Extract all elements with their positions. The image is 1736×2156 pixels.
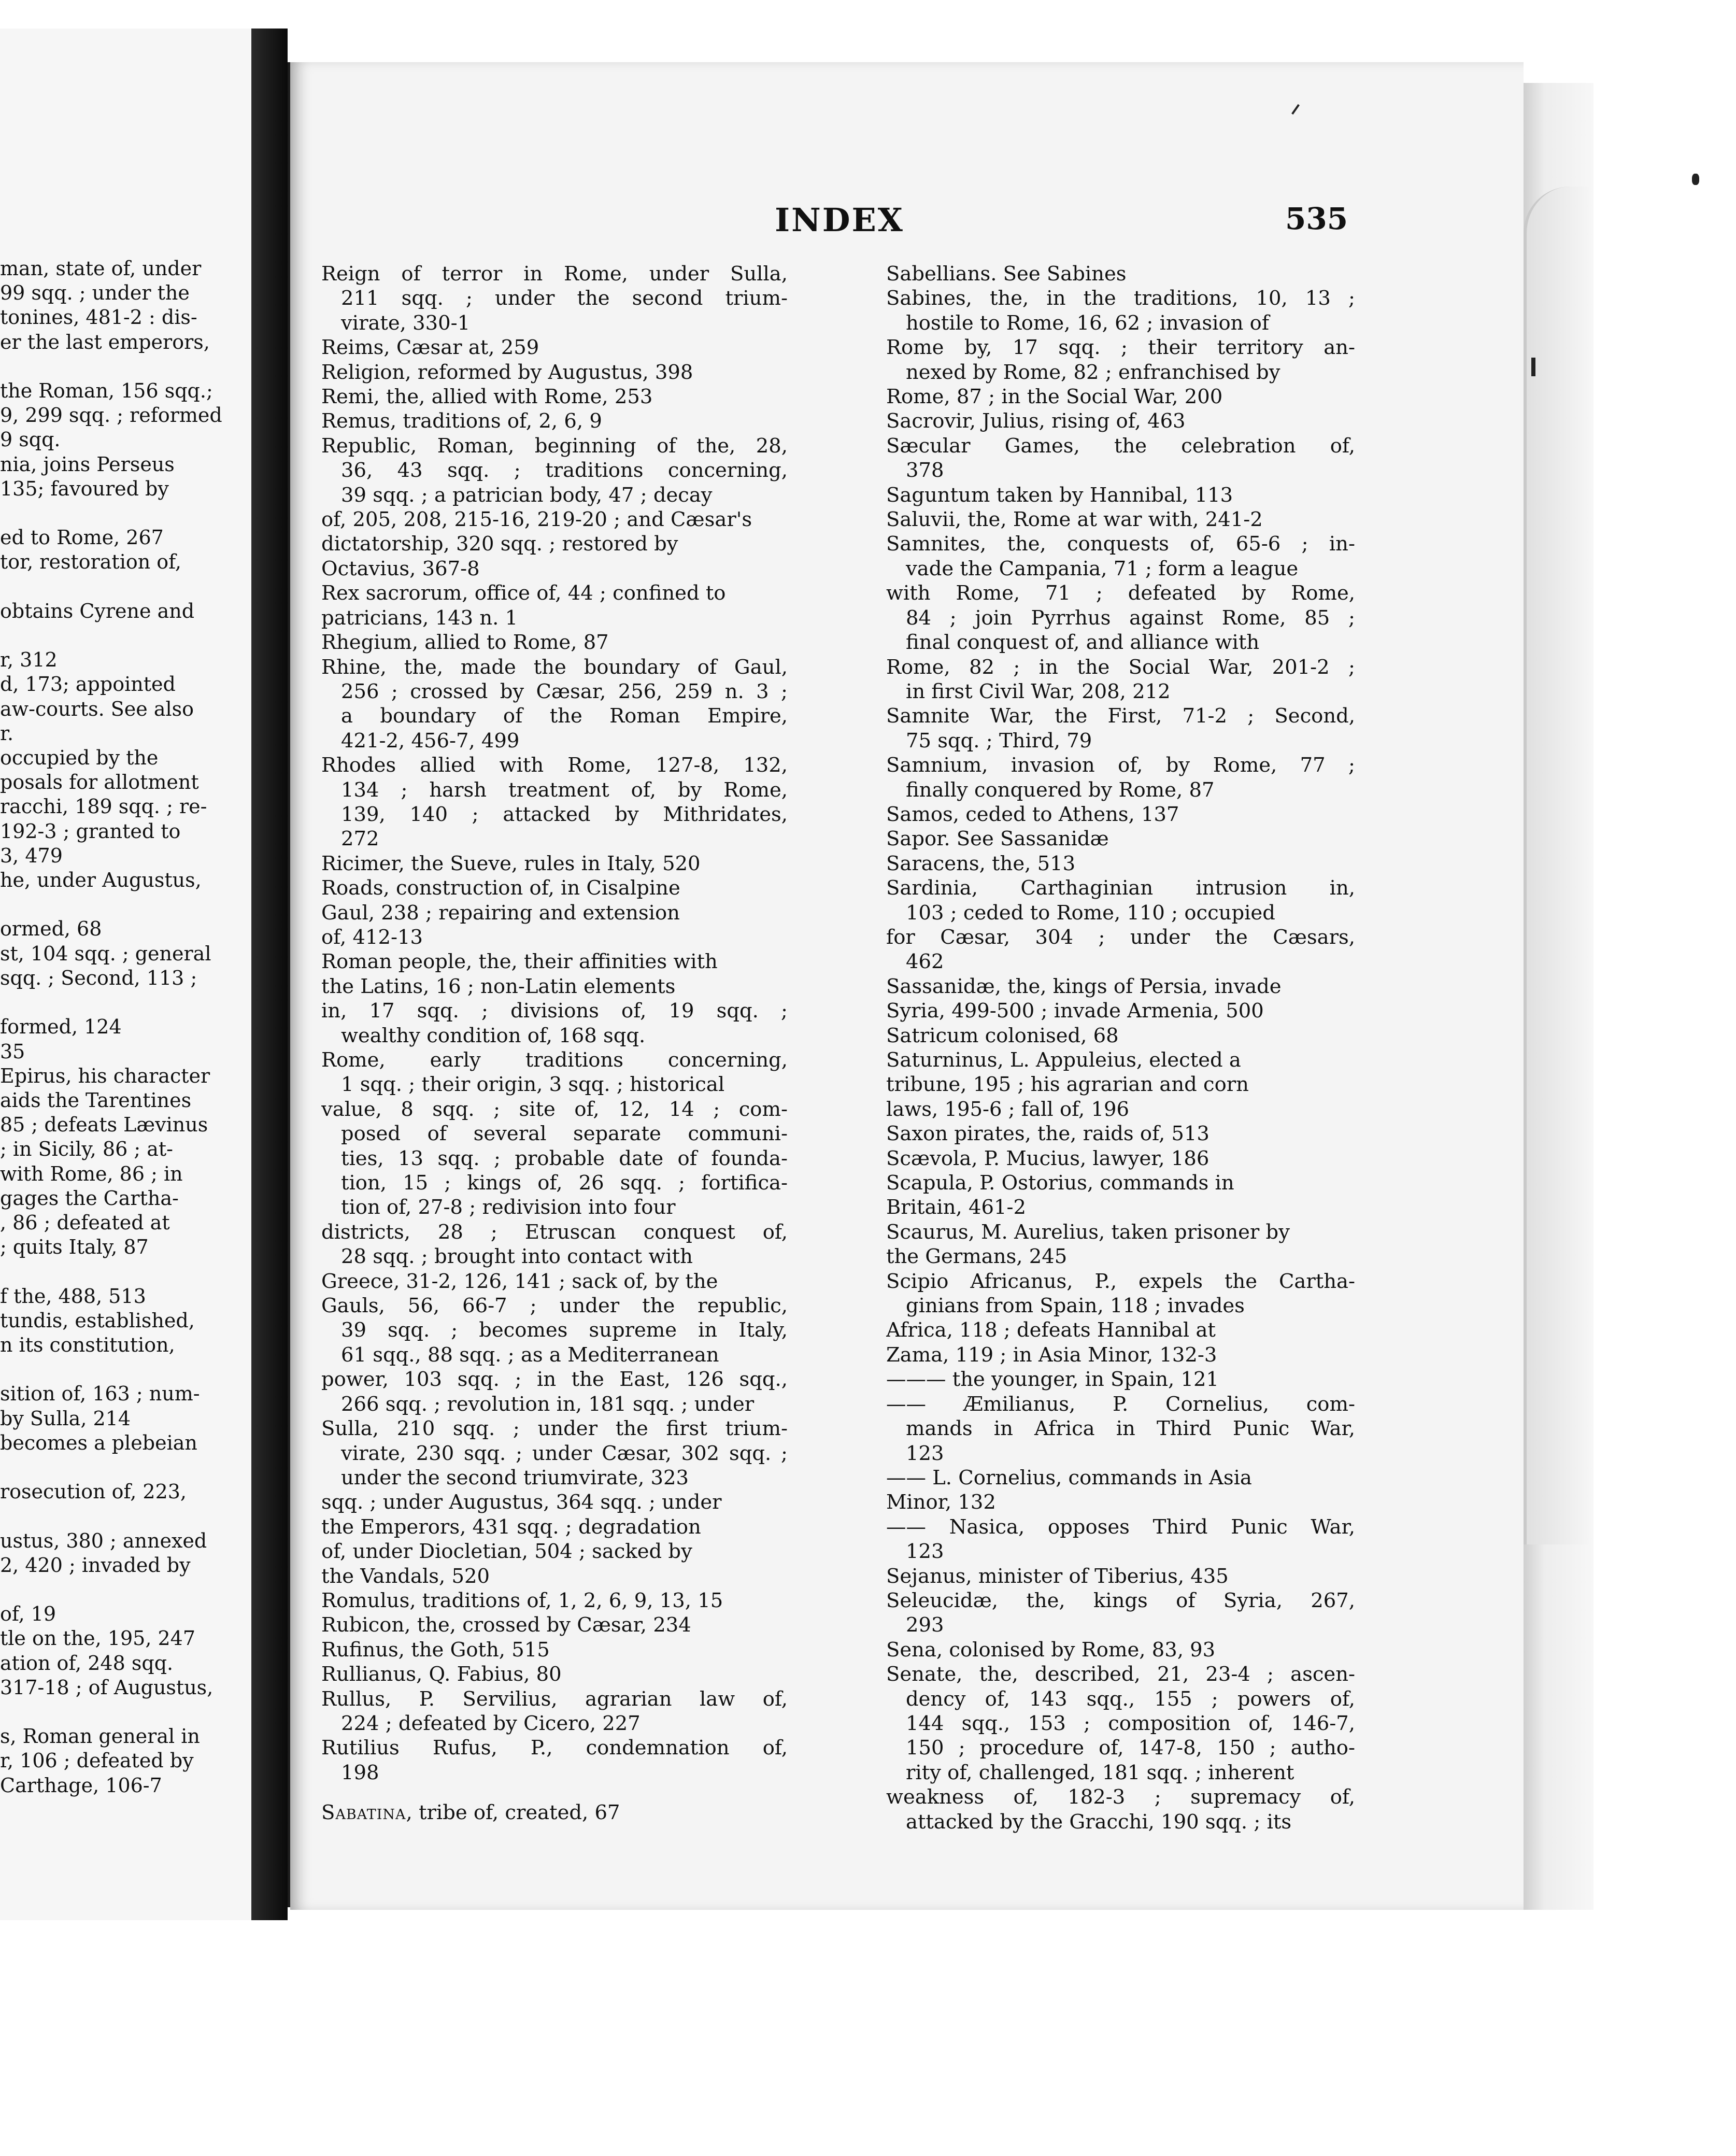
index-entry-continuation: 150 ; procedure of, 147-8, 150 ; autho-: [906, 1736, 1355, 1760]
index-entry: —— L. Cornelius, commands in Asia: [886, 1466, 1252, 1490]
index-section-gap: [321, 1785, 788, 1800]
facing-page-line: 9, 299 sqq. ; reformed: [0, 404, 222, 427]
index-entry-continuation: virate, 230 sqq. ; under Cæsar, 302 sqq. ;: [341, 1441, 788, 1465]
facing-page-line: tle on the, 195, 247: [0, 1627, 196, 1650]
index-entry: Saluvii, the, Rome at war with, 241-2: [886, 508, 1263, 532]
index-entry: Saracens, the, 513: [886, 852, 1076, 875]
index-entry-continuation: 139, 140 ; attacked by Mithridates,: [341, 802, 788, 826]
index-entry-continuation: final conquest of, and alliance with: [906, 631, 1260, 655]
facing-page-line: rosecution of, 223,: [0, 1480, 187, 1503]
facing-page-line: 3, 479: [0, 844, 63, 867]
facing-page-line: [0, 575, 236, 599]
index-entry: of, under Diocletian, 504 ; sacked by: [321, 1540, 692, 1564]
index-entry: Rubicon, the, crossed by Cæsar, 234: [321, 1613, 691, 1637]
facing-page-line: tonines, 481-2 : dis-: [0, 306, 197, 329]
index-entry-continuation: 224 ; defeated by Cicero, 227: [341, 1711, 641, 1735]
index-entry-continuation: under the second triumvirate, 323: [341, 1466, 689, 1490]
index-entry-continuation: nexed by Rome, 82 ; enfranchised by: [906, 360, 1280, 384]
page-title: INDEX: [775, 201, 904, 239]
index-entry-continuation: 198: [341, 1761, 379, 1784]
index-entry-continuation: 28 sqq. ; brought into contact with: [341, 1245, 693, 1269]
index-entry-continuation: 1 sqq. ; their origin, 3 sqq. ; historical: [341, 1073, 725, 1097]
index-entry-continuation: ties, 13 sqq. ; probable date of founda-: [341, 1146, 788, 1170]
facing-page-line: f the, 488, 513: [0, 1284, 146, 1308]
page-gutter-shadow: [251, 29, 288, 1920]
facing-page-line: d, 173; appointed: [0, 673, 176, 696]
index-entry-continuation: 266 sqq. ; revolution in, 181 sqq. ; under: [341, 1392, 755, 1416]
index-entry: Rome, 82 ; in the Social War, 201-2 ;: [886, 655, 1355, 679]
facing-page-line: [0, 892, 236, 917]
index-entry: Rome, 87 ; in the Social War, 200: [886, 385, 1223, 409]
index-entry: of, 205, 208, 215-16, 219-20 ; and Cæsar's: [321, 508, 752, 532]
facing-page-line: formed, 124: [0, 1015, 122, 1039]
index-entry: Religion, reformed by Augustus, 398: [321, 360, 693, 384]
facing-page-text: [0, 257, 236, 1798]
index-entry-continuation: finally conquered by Rome, 87: [906, 778, 1215, 802]
index-entry: Sena, colonised by Rome, 83, 93: [886, 1638, 1216, 1662]
facing-page-line: [0, 501, 236, 526]
index-entry: Scipio Africanus, P., expels the Cartha-: [886, 1269, 1355, 1293]
index-entry: with Rome, 71 ; defeated by Rome,: [886, 581, 1355, 605]
index-entry: ——— the younger, in Spain, 121: [886, 1368, 1219, 1392]
index-entry-continuation: 39 sqq. ; becomes supreme in Italy,: [341, 1318, 788, 1342]
index-entry: Senate, the, described, 21, 23-4 ; ascen-: [886, 1663, 1355, 1686]
index-entry: Zama, 119 ; in Asia Minor, 132-3: [886, 1343, 1217, 1367]
facing-page-line: 135; favoured by: [0, 477, 169, 500]
facing-page-line: ed to Rome, 267: [0, 526, 164, 549]
facing-page-line: 9 sqq.: [0, 428, 61, 451]
facing-page-line: sition of, 163 ; num-: [0, 1382, 200, 1406]
scan-speck: [1531, 358, 1535, 376]
index-entry: Remi, the, allied with Rome, 253: [321, 385, 653, 409]
index-entry-rest: , tribe of, created, 67: [406, 1801, 620, 1825]
facing-page-line: [0, 990, 236, 1015]
index-entry: Rullus, P. Servilius, agrarian law of,: [321, 1687, 788, 1711]
index-entry: Romulus, traditions of, 1, 2, 6, 9, 13, 15: [321, 1588, 723, 1612]
index-entry: Scapula, P. Ostorius, commands in: [886, 1171, 1234, 1195]
facing-page-line: [0, 1578, 236, 1602]
index-entry: Rome, early traditions concerning,: [321, 1048, 788, 1072]
index-entry-continuation: 421-2, 456-7, 499: [341, 729, 520, 753]
index-section-start-word: Sabatina: [321, 1801, 406, 1825]
facing-page-line: tor, restoration of,: [0, 550, 181, 574]
index-entry: tribune, 195 ; his agrarian and corn: [886, 1073, 1249, 1097]
facing-page-line: gages the Cartha-: [0, 1186, 179, 1210]
index-column-right: [886, 262, 1355, 1834]
facing-page-line: aids the Tarentines: [0, 1088, 192, 1112]
index-entry: Remus, traditions of, 2, 6, 9: [321, 409, 602, 433]
facing-page-line: , 86 ; defeated at: [0, 1211, 170, 1234]
index-entry: Rome by, 17 sqq. ; their territory an-: [886, 336, 1355, 360]
index-entry: Sabellians. See Sabines: [886, 262, 1127, 286]
index-entry: —— Æmilianus, P. Cornelius, com-: [886, 1392, 1355, 1416]
index-entry-continuation: tion, 15 ; kings of, 26 sqq. ; fortifica-: [341, 1171, 788, 1195]
index-entry: Samnium, invasion of, by Rome, 77 ;: [886, 754, 1355, 777]
index-entry: the Emperors, 431 sqq. ; degradation: [321, 1515, 701, 1539]
index-entry: Rullianus, Q. Fabius, 80: [321, 1663, 562, 1686]
facing-page-line: occupied by the: [0, 746, 159, 770]
index-entry: of, 412-13: [321, 925, 423, 949]
facing-page-line: [0, 354, 236, 379]
index-entry: Samos, ceded to Athens, 137: [886, 802, 1179, 826]
facing-page-line: ustus, 380 ; annexed: [0, 1529, 207, 1552]
index-entry: Samnites, the, conquests of, 65-6 ; in-: [886, 532, 1355, 556]
index-entry-continuation: dency of, 143 sqq., 155 ; powers of,: [906, 1687, 1355, 1711]
index-entry: Rhodes allied with Rome, 127-8, 132,: [321, 754, 788, 777]
facing-page-line: the Roman, 156 sqq.;: [0, 379, 213, 403]
facing-page-line: he, under Augustus,: [0, 869, 202, 892]
index-entry-continuation: vade the Campania, 71 ; form a league: [906, 557, 1299, 580]
facing-page-line: er the last emperors,: [0, 330, 210, 353]
facing-page-line: n its constitution,: [0, 1333, 175, 1356]
facing-page-line: sqq. ; Second, 113 ;: [0, 966, 197, 989]
facing-page-line: of, 19: [0, 1602, 56, 1626]
index-entry-continuation: virate, 330-1: [341, 311, 471, 335]
index-entry-continuation: wealthy condition of, 168 sqq.: [341, 1024, 646, 1047]
index-entry: Sassanidæ, the, kings of Persia, invade: [886, 974, 1282, 998]
facing-page-line: racchi, 189 sqq. ; re-: [0, 795, 207, 818]
index-entry: Rufinus, the Goth, 515: [321, 1638, 550, 1662]
index-entry-continuation: 134 ; harsh treatment of, by Rome,: [341, 778, 788, 802]
index-entry-continuation: attacked by the Gracchi, 190 sqq. ; its: [906, 1810, 1292, 1834]
facing-page-line: r, 312: [0, 648, 58, 672]
facing-page-line: tundis, established,: [0, 1309, 195, 1332]
index-entry: Ricimer, the Sueve, rules in Italy, 520: [321, 852, 701, 875]
facing-page-line: [0, 623, 236, 648]
index-entry: value, 8 sqq. ; site of, 12, 14 ; com-: [321, 1097, 788, 1121]
index-entry-continuation: 378: [906, 459, 944, 483]
index-entry: Sulla, 210 sqq. ; under the first trium-: [321, 1417, 788, 1441]
index-entry-continuation: in first Civil War, 208, 212: [906, 679, 1171, 703]
index-entry: Gaul, 238 ; repairing and extension: [321, 901, 680, 925]
index-entry-continuation: 103 ; ceded to Rome, 110 ; occupied: [906, 901, 1275, 925]
index-entry: the Germans, 245: [886, 1245, 1068, 1269]
index-entry: Rex sacrorum, office of, 44 ; confined to: [321, 581, 726, 605]
facing-page-line: nia, joins Perseus: [0, 452, 175, 476]
facing-page-line: [0, 1455, 236, 1480]
facing-page-line: ation of, 248 sqq.: [0, 1651, 174, 1675]
index-entry: in, 17 sqq. ; divisions of, 19 sqq. ;: [321, 999, 788, 1023]
index-entry-continuation: hostile to Rome, 16, 62 ; invasion of: [906, 311, 1270, 335]
index-entry-continuation: 272: [341, 827, 379, 851]
facing-page-line: aw-courts. See also: [0, 697, 194, 720]
index-entry-continuation: 462: [906, 950, 944, 974]
facing-page-line: st, 104 sqq. ; general: [0, 942, 211, 965]
page-curl-right: [1524, 187, 1589, 1544]
index-entry-continuation: 39 sqq. ; a patrician body, 47 ; decay: [341, 483, 713, 507]
page-number: 535: [1285, 201, 1348, 236]
facing-page-line: ; in Sicily, 86 ; at-: [0, 1138, 174, 1161]
index-entry: Sardinia, Carthaginian intrusion in,: [886, 876, 1355, 900]
facing-page-line: man, state of, under: [0, 257, 202, 280]
facing-page-line: 99 sqq. ; under the: [0, 281, 190, 305]
index-entry: Roads, construction of, in Cisalpine: [321, 876, 680, 900]
facing-page-line: posals for allotment: [0, 771, 199, 794]
facing-page-line: [0, 1259, 236, 1284]
facing-page-line: Epirus, his character: [0, 1064, 210, 1087]
index-entry: sqq. ; under Augustus, 364 sqq. ; under: [321, 1491, 722, 1514]
facing-page-line: 85 ; defeats Lævinus: [0, 1113, 208, 1137]
index-entry: Roman people, the, their affinities with: [321, 950, 718, 974]
index-entry: power, 103 sqq. ; in the East, 126 sqq.,: [321, 1368, 788, 1392]
index-entry: —— Nasica, opposes Third Punic War,: [886, 1515, 1355, 1539]
index-entry: Octavius, 367-8: [321, 557, 480, 580]
facing-page-line: [0, 1700, 236, 1724]
index-entry: Sejanus, minister of Tiberius, 435: [886, 1564, 1229, 1588]
facing-page-line: Carthage, 106-7: [0, 1774, 162, 1797]
index-entry-continuation: posed of several separate communi-: [341, 1122, 788, 1146]
index-entry: Sabines, the, in the traditions, 10, 13 ;: [886, 287, 1355, 310]
index-entry: districts, 28 ; Etruscan conquest of,: [321, 1220, 788, 1244]
index-entry-continuation: 144 sqq., 153 ; composition of, 146-7,: [906, 1711, 1355, 1735]
index-entry-continuation: tion of, 27-8 ; redivision into four: [341, 1196, 676, 1219]
facing-page-line: 2, 420 ; invaded by: [0, 1553, 191, 1577]
index-entry: Saturninus, L. Appuleius, elected a: [886, 1048, 1241, 1072]
facing-page-line: ormed, 68: [0, 917, 102, 941]
index-entry: Gauls, 56, 66-7 ; under the republic,: [321, 1294, 788, 1318]
index-entry-continuation: 36, 43 sqq. ; traditions concerning,: [341, 459, 788, 483]
index-entry-continuation: 61 sqq., 88 sqq. ; as a Mediterranean: [341, 1343, 719, 1367]
index-entry: Britain, 461-2: [886, 1196, 1027, 1219]
index-entry: Scaurus, M. Aurelius, taken prisoner by: [886, 1220, 1290, 1244]
facing-page-line: 317-18 ; of Augustus,: [0, 1676, 214, 1699]
index-entry-continuation: mands in Africa in Third Punic War,: [906, 1417, 1355, 1441]
index-entry: laws, 195-6 ; fall of, 196: [886, 1097, 1129, 1121]
index-entry-continuation: 293: [906, 1613, 944, 1637]
index-entry: Satricum colonised, 68: [886, 1024, 1119, 1047]
index-entry-continuation: ginians from Spain, 118 ; invades: [906, 1294, 1245, 1318]
scan-speck: [1692, 174, 1699, 185]
index-entry: Sæcular Games, the celebration of,: [886, 434, 1355, 458]
index-entry-continuation: 75 sqq. ; Third, 79: [906, 729, 1092, 753]
index-column-left: [321, 262, 788, 1825]
index-entry: Seleucidæ, the, kings of Syria, 267,: [886, 1588, 1355, 1612]
index-entry: Reign of terror in Rome, under Sulla,: [321, 262, 788, 286]
index-entry: the Vandals, 520: [321, 1564, 490, 1588]
index-entry: Sapor. See Sassanidæ: [886, 827, 1109, 851]
facing-page-line: becomes a plebeian: [0, 1431, 197, 1454]
index-entry: Rhine, the, made the boundary of Gaul,: [321, 655, 788, 679]
facing-page-line: 192-3 ; granted to: [0, 819, 181, 843]
facing-page-line: 35: [0, 1040, 25, 1063]
index-entry: Sacrovir, Julius, rising of, 463: [886, 409, 1186, 433]
facing-page-line: by Sulla, 214: [0, 1407, 131, 1430]
facing-page-line: [0, 1357, 236, 1382]
index-entry: Africa, 118 ; defeats Hannibal at: [886, 1318, 1216, 1342]
index-entry-continuation: 84 ; join Pyrrhus against Rome, 85 ;: [906, 606, 1355, 630]
facing-page-line: [0, 1504, 236, 1528]
index-entry-continuation: a boundary of the Roman Empire,: [341, 704, 788, 728]
index-entry: [321, 1800, 788, 1825]
index-entry: Reims, Cæsar at, 259: [321, 336, 539, 360]
index-entry: Minor, 132: [886, 1491, 996, 1514]
facing-page-line: s, Roman general in: [0, 1725, 200, 1748]
index-entry-continuation: 123: [906, 1441, 944, 1465]
index-entry-continuation: 256 ; crossed by Cæsar, 256, 259 n. 3 ;: [341, 679, 788, 703]
index-entry-continuation: 123: [906, 1540, 944, 1564]
index-entry: Scævola, P. Mucius, lawyer, 186: [886, 1146, 1209, 1170]
facing-page-line: r.: [0, 721, 14, 745]
index-entry: for Cæsar, 304 ; under the Cæsars,: [886, 925, 1355, 949]
index-entry: Rhegium, allied to Rome, 87: [321, 631, 609, 655]
index-entry: Saxon pirates, the, raids of, 513: [886, 1122, 1209, 1146]
index-entry: dictatorship, 320 sqq. ; restored by: [321, 532, 678, 556]
facing-page-line: with Rome, 86 ; in: [0, 1162, 183, 1185]
index-entry-continuation: rity of, challenged, 181 sqq. ; inherent: [906, 1761, 1294, 1784]
facing-page-line: ; quits Italy, 87: [0, 1236, 149, 1259]
index-entry: patricians, 143 n. 1: [321, 606, 518, 630]
facing-page-line: r, 106 ; defeated by: [0, 1749, 194, 1772]
facing-page-line: obtains Cyrene and: [0, 599, 195, 622]
index-entry: weakness of, 182-3 ; supremacy of,: [886, 1785, 1355, 1809]
index-entry: Samnite War, the First, 71-2 ; Second,: [886, 704, 1355, 728]
index-entry: the Latins, 16 ; non-Latin elements: [321, 974, 676, 998]
index-entry-continuation: 211 sqq. ; under the second trium-: [341, 287, 788, 310]
index-entry: Greece, 31-2, 126, 141 ; sack of, by the: [321, 1269, 718, 1293]
index-entry: Syria, 499-500 ; invade Armenia, 500: [886, 999, 1264, 1023]
index-entry: Saguntum taken by Hannibal, 113: [886, 483, 1233, 507]
index-entry: Republic, Roman, beginning of the, 28,: [321, 434, 788, 458]
index-entry: Rutilius Rufus, P., condemnation of,: [321, 1736, 788, 1760]
